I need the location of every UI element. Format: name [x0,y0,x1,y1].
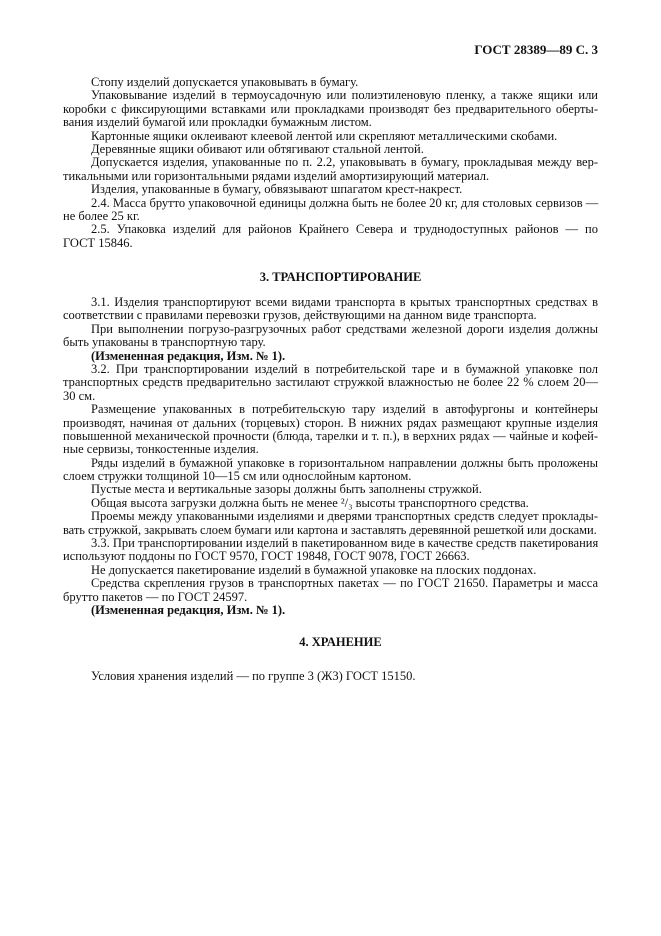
paragraph [63,130,598,143]
paragraph [63,89,598,129]
paragraph [63,156,598,183]
paragraph [63,143,598,156]
amendment-note [63,604,598,617]
text-line: слоем стружки толщиной 10—15 см или однослойным картоном. [63,469,412,484]
text-line: Изделия, упакованные в бумагу, обвязывают шпагатом крест-накрест. [91,182,463,197]
text-line: 2.5. Упаковка изделий для районов Крайнего Севера и труднодоступных районов — по [91,222,598,237]
section-packaging-text [63,76,598,250]
text-line: Общая высота загрузки должна быть не менее ²/₃ высоты транспортного средства. [91,495,529,510]
paragraph [63,403,598,457]
text-line: Средства скрепления грузов в транспортных пакетах — по ГОСТ 21650. Параметры и масса [91,576,598,591]
paragraph [63,483,598,496]
paragraph [63,457,598,484]
text-line: При выполнении погрузо-разгрузочных работ средствами железной дороги изделия должны [91,321,598,336]
text-line: ГОСТ 15846. [63,235,133,250]
page-header: ГОСТ 28389—89 С. 3 [474,42,598,57]
section-storage-text [63,670,598,683]
text-line: 2.4. Масса брутто упаковочной единицы должна быть не более 20 кг, для столовых сервизов — [91,195,599,210]
text-line: Размещение упакованных в потребительскую тару изделий в автофургоны и контейнеры [91,402,598,417]
amendment-note [63,350,598,363]
text-line: Ряды изделий в бумажной упаковке в горизонтальном направлении должны быть проложены [91,455,598,470]
text-line: 3.3. При транспортировании изделий в пакетированном виде в качестве средств пакетирования [91,536,599,551]
text-line: вать стружкой, закрывать слоем бумаги или картона и заставлять деревянной решеткой или досками. [63,522,597,537]
paragraph [63,323,598,350]
section-transport-text [63,296,598,617]
text-line: соответствии с правилами перевозки грузов, действующими на данном виде транспорта. [63,308,537,323]
text-line: 30 см. [63,388,96,403]
text-line: коробки с фиксирующими вставками или прокладками производят без предварительного оберты- [63,101,598,116]
text-line: Пустые места и вертикальные зазоры должны быть заполнены стружкой. [91,482,482,497]
text-line: повышенной механической прочности (блюда, тарелки и т. п.), в верхних рядах — чайные и кофей- [63,428,598,443]
text-line: используют поддоны по ГОСТ 9570, ГОСТ 19848, ГОСТ 9078, ГОСТ 26663. [63,549,470,564]
text-line: вания изделий бумагой или прокладки бумажным листом. [63,115,372,130]
text-line: Условия хранения изделий — по группе 3 (Ж3) ГОСТ 15150. [91,669,416,683]
paragraph [63,183,598,196]
text-line: Картонные ящики оклеивают клеевой лентой или скрепляют металлическими скобами. [91,128,558,143]
section-heading-transport: 3. ТРАНСПОРТИРОВАНИЕ [259,270,422,284]
text-line: быть упакованы в транспортную тару. [63,335,266,350]
text-line: 3.1. Изделия транспортируют всеми видами транспорта в крытых транспортных средствах в [91,295,598,309]
text-line: Проемы между упакованными изделиями и дверями транспортных средств следует проклады- [91,509,598,524]
text-line: Упаковывание изделий в термоусадочную или полиэтиленовую пленку, а также ящики или [91,88,598,103]
text-line: Не допускается пакетирование изделий в бумажной упаковке на плоских поддонах. [91,562,537,577]
paragraph [63,670,598,683]
paragraph [63,577,598,604]
paragraph [63,223,598,250]
text-line: (Измененная редакция, Изм. № 1). [91,602,286,617]
paragraph [63,363,598,403]
text-line: тикальными или горизонтальными рядами изделий амортизирующий материал. [63,168,490,183]
paragraph [63,564,598,577]
text-line: производят, начиная от дальних (торцевых) сторон. В нижних рядах размещают крупные изделия [63,415,598,430]
paragraph [63,497,598,510]
paragraph [63,197,598,224]
text-line: транспортных средств предварительно застилают стружкой влажностью не более 22 % слоем 20— [63,375,598,390]
paragraph [63,296,598,323]
text-line: ные сервизы, тонкостенные изделия. [63,442,259,457]
paragraph [63,76,598,89]
text-line: Деревянные ящики обивают или обтягивают стальной лентой. [91,141,424,156]
text-line: Стопу изделий допускается упаковывать в бумагу. [91,75,359,89]
text-line: (Измененная редакция, Изм. № 1). [91,348,286,363]
text-line: Допускается изделия, упакованные по п. 2.2, упаковывать в бумагу, прокладывая между вер- [91,155,598,170]
text-line: брутто пакетов — по ГОСТ 24597. [63,589,248,604]
paragraph [63,537,598,564]
paragraph [63,510,598,537]
section-heading-storage: 4. ХРАНЕНИЕ [299,635,382,649]
text-line: не более 25 кг. [63,208,140,223]
text-line: 3.2. При транспортировании изделий в потребительской таре и в бумажной упаковке пол [91,361,598,376]
